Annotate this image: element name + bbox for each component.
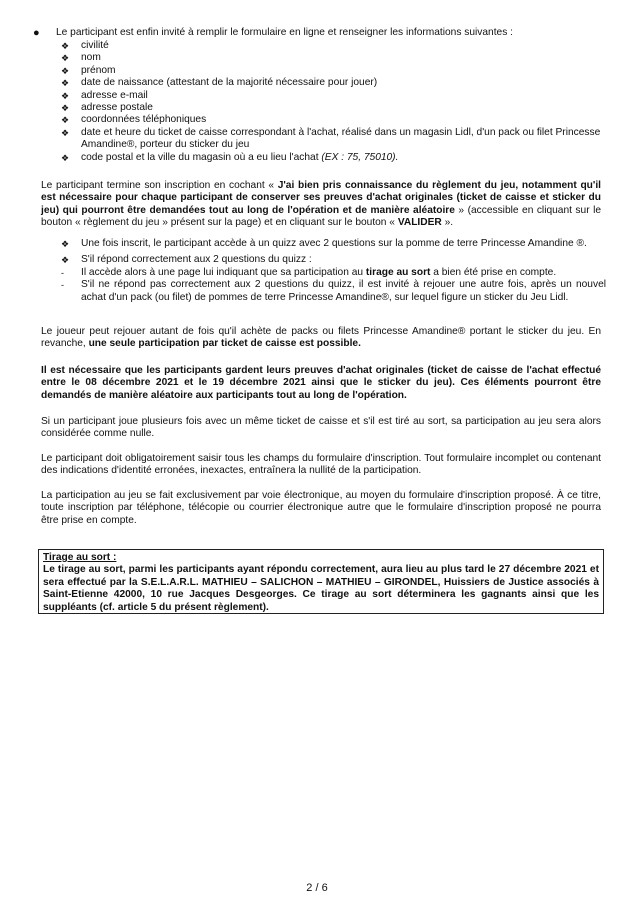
list-item: - Il accède alors à une page lui indiquant que sa participation au tirage au sort a bien été prise en compte.: [61, 266, 557, 278]
list-item-example: (EX : 75, 75010).: [321, 151, 399, 163]
diamond-bullet-icon: ❖: [61, 239, 70, 249]
list-item: ❖ date de naissance (attestant de la majorité nécessaire pour jouer): [61, 77, 378, 89]
list-item: ❖ S'il répond correctement aux 2 questions du quizz :: [61, 254, 312, 266]
page-number: 2 / 6: [306, 882, 328, 894]
list-item: ❖ coordonnées téléphoniques: [61, 114, 207, 126]
diamond-bullet-icon: ❖: [61, 103, 70, 114]
diamond-bullet-icon: ❖: [61, 78, 70, 89]
dash-bullet-icon: -: [61, 267, 64, 278]
quiz-list: [61, 238, 606, 304]
intro-text: Le participant est enfin invité à remplir le formulaire en ligne et renseigner les informations suivantes :: [56, 27, 513, 38]
list-item: ❖ Une fois inscrit, le participant accède à un quizz avec 2 questions sur la pomme de terre Princesse Amandine ®.: [61, 238, 587, 249]
list-item: ❖ prénom: [61, 64, 116, 76]
preuves-paragraph: Il est nécessaire que les participants gardent leurs preuves d'achat originales (ticket de caisse de l'achat effectué entre le 08 décembre 2021 et le 19 décembre 2021 ainsi que le sticker du jeu). Ces éléments pourront être demandés de manière aléatoire aux participants tout au long de l'opération.: [41, 365, 601, 401]
tirage-text: Le tirage au sort, parmi les participants ayant répondu correctement, aura lieu au plus tard le 27 décembre 2021 et sera effectué par la S.E.L.A.R.L. MATHIEU – SALICHON – MATHIEU – GIRONDEL, Huissiers de Justice associés à Saint-Etienne 42000, 10 rue Jacques Desgeorges. Ce tirage au sort déterminera les gagnants ainsi que les suppléants (cf. article 5 du présent règlement).: [43, 564, 599, 613]
list-item: ❖ date et heure du ticket de caisse correspondant à l'achat, réalisé dans un magasin Lidl, d'un pack ou filet Princesse Amandine®, porteur du sticker du jeu: [61, 126, 601, 151]
list-item: ❖ adresse e-mail: [61, 89, 148, 101]
list-item: - S'il ne répond pas correctement aux 2 questions du quizz, il est invité à rejouer une autre fois, après un nouvel achat d'un pack (ou filet) de pommes de terre Princesse Amandine®, sur lequel figure un sticker du Jeu Lidl.: [61, 279, 606, 303]
champs-paragraph: Le participant doit obligatoirement saisir tous les champs du formulaire d'inscription. Tout formulaire incomplet ou contenant des indications d'identité erronées, inexactes, entraînera la nullité de la participation.: [41, 453, 601, 477]
diamond-bullet-icon: ❖: [61, 255, 70, 266]
meme-ticket-paragraph: Si un participant joue plusieurs fois avec un même ticket de caisse et s'il est tiré au sort, sa participation au jeu sera alors considérée comme nulle.: [41, 416, 601, 440]
tirage-box: [38, 549, 604, 614]
rejouer-paragraph: Le joueur peut rejouer autant de fois qu'il achète de packs ou filets Princesse Amandine® portant le sticker du jeu. En revanche, une seule participation par ticket de caisse est possible.: [41, 326, 601, 350]
diamond-bullet-icon: ❖: [61, 65, 70, 76]
bullet-dot-icon: ●: [33, 27, 40, 39]
diamond-bullet-icon: ❖: [61, 152, 70, 163]
dash-bullet-icon: -: [61, 280, 64, 291]
list-item: ❖ civilité: [61, 40, 109, 51]
list-item: ❖ adresse postale: [61, 102, 153, 114]
electronique-paragraph: La participation au jeu se fait exclusivement par voie électronique, au moyen du formulaire d'inscription proposé. À ce titre, toute inscription par téléphone, télécopie ou courrier électronique autre que le formulaire d'inscription proposé ne pourra être prise en compte.: [41, 490, 601, 526]
valider-label: VALIDER: [397, 217, 442, 229]
diamond-bullet-icon: ❖: [61, 41, 70, 51]
form-fields-list: [61, 40, 601, 164]
list-item: ❖ nom: [61, 52, 101, 64]
diamond-bullet-icon: ❖: [61, 53, 70, 64]
diamond-bullet-icon: ❖: [61, 115, 70, 126]
tirage-title: Tirage au sort :: [43, 552, 117, 563]
diamond-bullet-icon: ❖: [61, 90, 70, 101]
list-item: [61, 152, 601, 164]
diamond-bullet-icon: ❖: [61, 127, 70, 138]
list-item-text: code postal et la ville du magasin où a eu lieu l'achat: [81, 151, 319, 163]
inscription-paragraph: Le participant termine son inscription en cochant « J'ai bien pris connaissance du règlement du jeu, notamment qu'il est nécessaire pour chaque participant de conserver ses preuves d'achat originales (ticket de caisse et sticker du jeu) qui pourront être demandées tout au long de l'opération et de manière aléatoire » (accessible en cliquant sur le bouton « règlement du jeu » présent sur la page) et en cliquant sur le bouton « VALIDER ».: [41, 180, 601, 229]
